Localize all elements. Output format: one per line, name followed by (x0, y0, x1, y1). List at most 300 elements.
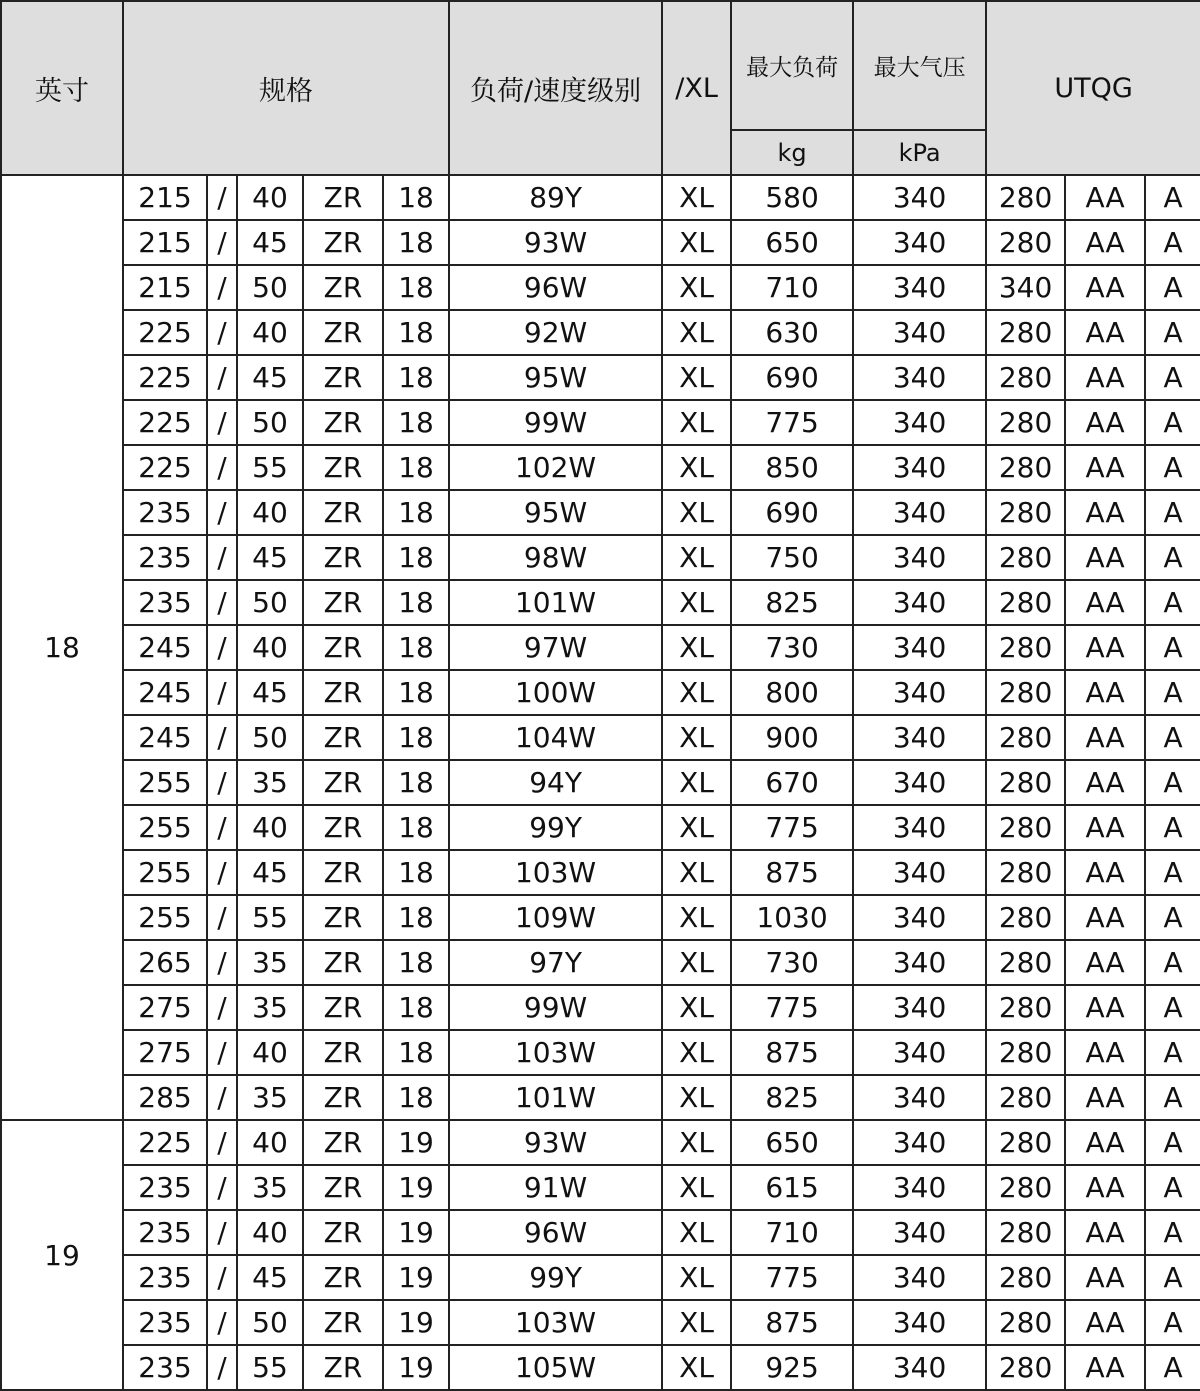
cell-rim: 18 (383, 715, 449, 760)
cell-aspect: 40 (237, 1120, 303, 1165)
cell-xl: XL (662, 850, 731, 895)
cell-width: 235 (123, 580, 207, 625)
cell-type: ZR (303, 1120, 383, 1165)
cell-xl: XL (662, 760, 731, 805)
cell-utqg-treadwear: 280 (986, 490, 1065, 535)
cell-max-pressure: 340 (853, 445, 986, 490)
header-inch: 英寸 (1, 1, 123, 175)
cell-separator: / (207, 175, 237, 220)
cell-aspect: 40 (237, 490, 303, 535)
cell-aspect: 40 (237, 310, 303, 355)
cell-utqg-temperature: A (1145, 895, 1200, 940)
cell-max-load: 850 (731, 445, 853, 490)
cell-width: 225 (123, 355, 207, 400)
table-row (1, 1120, 1200, 1165)
cell-rim: 18 (383, 895, 449, 940)
cell-load-speed: 95W (449, 355, 662, 400)
cell-load-speed: 97W (449, 625, 662, 670)
cell-utqg-traction: AA (1065, 445, 1145, 490)
cell-aspect: 45 (237, 535, 303, 580)
cell-xl: XL (662, 895, 731, 940)
cell-max-pressure: 340 (853, 175, 986, 220)
cell-separator: / (207, 1075, 237, 1120)
header-max-load: 最大负荷 (731, 1, 853, 130)
table-row (1, 1165, 1200, 1210)
cell-max-pressure: 340 (853, 625, 986, 670)
cell-utqg-treadwear: 280 (986, 625, 1065, 670)
cell-aspect: 40 (237, 175, 303, 220)
cell-max-load: 690 (731, 490, 853, 535)
cell-separator: / (207, 1165, 237, 1210)
cell-type: ZR (303, 670, 383, 715)
cell-utqg-treadwear: 280 (986, 1345, 1065, 1390)
cell-xl: XL (662, 625, 731, 670)
cell-rim: 18 (383, 985, 449, 1030)
cell-utqg-treadwear: 280 (986, 445, 1065, 490)
header-max-pressure-unit: kPa (853, 130, 986, 175)
table-row (1, 985, 1200, 1030)
cell-xl: XL (662, 805, 731, 850)
header-max-pressure: 最大气压 (853, 1, 986, 130)
cell-utqg-temperature: A (1145, 220, 1200, 265)
cell-max-pressure: 340 (853, 220, 986, 265)
cell-max-load: 925 (731, 1345, 853, 1390)
cell-separator: / (207, 310, 237, 355)
cell-max-pressure: 340 (853, 535, 986, 580)
cell-utqg-temperature: A (1145, 850, 1200, 895)
cell-rim: 18 (383, 355, 449, 400)
cell-max-pressure: 340 (853, 265, 986, 310)
cell-load-speed: 102W (449, 445, 662, 490)
cell-utqg-traction: AA (1065, 670, 1145, 715)
cell-type: ZR (303, 1345, 383, 1390)
table-row (1, 760, 1200, 805)
cell-utqg-traction: AA (1065, 1255, 1145, 1300)
cell-separator: / (207, 1255, 237, 1300)
cell-utqg-treadwear: 280 (986, 985, 1065, 1030)
cell-load-speed: 105W (449, 1345, 662, 1390)
cell-separator: / (207, 490, 237, 535)
cell-load-speed: 100W (449, 670, 662, 715)
cell-utqg-treadwear: 280 (986, 535, 1065, 580)
cell-max-pressure: 340 (853, 1255, 986, 1300)
cell-separator: / (207, 850, 237, 895)
cell-width: 245 (123, 670, 207, 715)
cell-rim: 18 (383, 400, 449, 445)
cell-utqg-temperature: A (1145, 1300, 1200, 1345)
cell-utqg-traction: AA (1065, 310, 1145, 355)
cell-width: 225 (123, 310, 207, 355)
cell-separator: / (207, 1345, 237, 1390)
table-row (1, 265, 1200, 310)
table-row (1, 400, 1200, 445)
cell-max-load: 710 (731, 265, 853, 310)
cell-load-speed: 99W (449, 985, 662, 1030)
cell-xl: XL (662, 1210, 731, 1255)
table-row (1, 1300, 1200, 1345)
cell-width: 225 (123, 445, 207, 490)
cell-type: ZR (303, 715, 383, 760)
cell-rim: 19 (383, 1165, 449, 1210)
table-row (1, 805, 1200, 850)
cell-utqg-temperature: A (1145, 265, 1200, 310)
cell-aspect: 40 (237, 805, 303, 850)
cell-type: ZR (303, 265, 383, 310)
cell-width: 235 (123, 1210, 207, 1255)
cell-rim: 18 (383, 850, 449, 895)
cell-load-speed: 96W (449, 1210, 662, 1255)
cell-max-load: 825 (731, 580, 853, 625)
table-row (1, 895, 1200, 940)
cell-utqg-traction: AA (1065, 1120, 1145, 1165)
cell-rim: 18 (383, 940, 449, 985)
cell-max-pressure: 340 (853, 850, 986, 895)
cell-separator: / (207, 400, 237, 445)
cell-max-load: 900 (731, 715, 853, 760)
cell-aspect: 55 (237, 1345, 303, 1390)
cell-width: 235 (123, 1345, 207, 1390)
cell-load-speed: 103W (449, 850, 662, 895)
cell-xl: XL (662, 490, 731, 535)
cell-aspect: 35 (237, 1075, 303, 1120)
cell-load-speed: 94Y (449, 760, 662, 805)
cell-load-speed: 91W (449, 1165, 662, 1210)
cell-separator: / (207, 355, 237, 400)
cell-width: 245 (123, 715, 207, 760)
cell-type: ZR (303, 760, 383, 805)
cell-width: 235 (123, 490, 207, 535)
cell-rim: 19 (383, 1210, 449, 1255)
cell-utqg-treadwear: 280 (986, 715, 1065, 760)
cell-max-load: 825 (731, 1075, 853, 1120)
cell-max-pressure: 340 (853, 1300, 986, 1345)
table-row (1, 310, 1200, 355)
cell-separator: / (207, 265, 237, 310)
cell-xl: XL (662, 355, 731, 400)
cell-utqg-traction: AA (1065, 850, 1145, 895)
cell-max-load: 775 (731, 1255, 853, 1300)
cell-max-load: 875 (731, 850, 853, 895)
cell-xl: XL (662, 1030, 731, 1075)
cell-utqg-treadwear: 280 (986, 1210, 1065, 1255)
cell-aspect: 35 (237, 985, 303, 1030)
table-row (1, 580, 1200, 625)
cell-load-speed: 101W (449, 1075, 662, 1120)
cell-aspect: 50 (237, 580, 303, 625)
cell-type: ZR (303, 535, 383, 580)
cell-separator: / (207, 985, 237, 1030)
cell-separator: / (207, 895, 237, 940)
cell-xl: XL (662, 175, 731, 220)
cell-utqg-treadwear: 280 (986, 760, 1065, 805)
header-load-speed: 负荷/速度级别 (449, 1, 662, 175)
cell-type: ZR (303, 490, 383, 535)
cell-max-pressure: 340 (853, 1165, 986, 1210)
cell-rim: 19 (383, 1255, 449, 1300)
table-row (1, 535, 1200, 580)
cell-utqg-traction: AA (1065, 490, 1145, 535)
cell-utqg-treadwear: 280 (986, 1165, 1065, 1210)
cell-utqg-temperature: A (1145, 535, 1200, 580)
cell-max-pressure: 340 (853, 805, 986, 850)
cell-separator: / (207, 805, 237, 850)
cell-width: 255 (123, 850, 207, 895)
cell-rim: 18 (383, 625, 449, 670)
cell-width: 255 (123, 760, 207, 805)
cell-utqg-treadwear: 280 (986, 1030, 1065, 1075)
cell-rim: 18 (383, 580, 449, 625)
cell-utqg-treadwear: 280 (986, 580, 1065, 625)
table-row (1, 1345, 1200, 1390)
cell-max-pressure: 340 (853, 580, 986, 625)
table-row (1, 490, 1200, 535)
cell-max-pressure: 340 (853, 940, 986, 985)
cell-utqg-temperature: A (1145, 1120, 1200, 1165)
cell-utqg-temperature: A (1145, 175, 1200, 220)
cell-utqg-traction: AA (1065, 265, 1145, 310)
cell-width: 245 (123, 625, 207, 670)
cell-utqg-traction: AA (1065, 220, 1145, 265)
cell-separator: / (207, 580, 237, 625)
cell-xl: XL (662, 715, 731, 760)
cell-utqg-treadwear: 280 (986, 1075, 1065, 1120)
header-xl: /XL (662, 1, 731, 175)
cell-max-load: 730 (731, 940, 853, 985)
table-row (1, 940, 1200, 985)
cell-max-pressure: 340 (853, 490, 986, 535)
table-row (1, 1210, 1200, 1255)
cell-rim: 18 (383, 670, 449, 715)
cell-aspect: 45 (237, 850, 303, 895)
cell-max-load: 690 (731, 355, 853, 400)
cell-type: ZR (303, 1255, 383, 1300)
cell-type: ZR (303, 310, 383, 355)
cell-utqg-temperature: A (1145, 760, 1200, 805)
cell-utqg-traction: AA (1065, 1300, 1145, 1345)
cell-xl: XL (662, 1165, 731, 1210)
cell-width: 235 (123, 1165, 207, 1210)
cell-max-load: 875 (731, 1300, 853, 1345)
cell-separator: / (207, 715, 237, 760)
cell-utqg-treadwear: 280 (986, 310, 1065, 355)
cell-utqg-traction: AA (1065, 535, 1145, 580)
cell-utqg-traction: AA (1065, 1165, 1145, 1210)
cell-separator: / (207, 940, 237, 985)
cell-rim: 18 (383, 805, 449, 850)
cell-load-speed: 99W (449, 400, 662, 445)
cell-max-pressure: 340 (853, 985, 986, 1030)
table-row (1, 625, 1200, 670)
table-row (1, 670, 1200, 715)
cell-type: ZR (303, 1300, 383, 1345)
table-row (1, 355, 1200, 400)
cell-separator: / (207, 445, 237, 490)
cell-load-speed: 98W (449, 535, 662, 580)
table-row (1, 1255, 1200, 1300)
cell-rim: 18 (383, 535, 449, 580)
cell-type: ZR (303, 1165, 383, 1210)
cell-width: 235 (123, 1255, 207, 1300)
cell-type: ZR (303, 580, 383, 625)
cell-aspect: 35 (237, 760, 303, 805)
cell-load-speed: 109W (449, 895, 662, 940)
cell-xl: XL (662, 535, 731, 580)
cell-aspect: 35 (237, 940, 303, 985)
cell-rim: 18 (383, 220, 449, 265)
cell-max-pressure: 340 (853, 400, 986, 445)
cell-aspect: 45 (237, 670, 303, 715)
cell-load-speed: 104W (449, 715, 662, 760)
cell-load-speed: 89Y (449, 175, 662, 220)
header-spec: 规格 (123, 1, 449, 175)
cell-utqg-temperature: A (1145, 985, 1200, 1030)
cell-max-pressure: 340 (853, 1210, 986, 1255)
cell-utqg-treadwear: 280 (986, 850, 1065, 895)
cell-utqg-traction: AA (1065, 1030, 1145, 1075)
header-max-load-unit: kg (731, 130, 853, 175)
cell-max-pressure: 340 (853, 715, 986, 760)
cell-type: ZR (303, 175, 383, 220)
table-body (1, 175, 1200, 1390)
header-utqg: UTQG (986, 1, 1200, 175)
cell-width: 235 (123, 1300, 207, 1345)
cell-xl: XL (662, 310, 731, 355)
cell-type: ZR (303, 940, 383, 985)
cell-aspect: 50 (237, 1300, 303, 1345)
cell-utqg-temperature: A (1145, 355, 1200, 400)
cell-utqg-traction: AA (1065, 760, 1145, 805)
table-row (1, 1030, 1200, 1075)
cell-xl: XL (662, 220, 731, 265)
cell-load-speed: 96W (449, 265, 662, 310)
cell-xl: XL (662, 1120, 731, 1165)
cell-aspect: 40 (237, 1210, 303, 1255)
cell-aspect: 50 (237, 715, 303, 760)
cell-utqg-treadwear: 280 (986, 175, 1065, 220)
cell-xl: XL (662, 1300, 731, 1345)
cell-width: 265 (123, 940, 207, 985)
cell-type: ZR (303, 805, 383, 850)
cell-rim: 18 (383, 265, 449, 310)
cell-separator: / (207, 625, 237, 670)
table-row (1, 1075, 1200, 1120)
cell-type: ZR (303, 445, 383, 490)
cell-utqg-traction: AA (1065, 1075, 1145, 1120)
cell-utqg-traction: AA (1065, 175, 1145, 220)
cell-type: ZR (303, 1075, 383, 1120)
cell-width: 255 (123, 805, 207, 850)
cell-max-pressure: 340 (853, 670, 986, 715)
cell-rim: 18 (383, 760, 449, 805)
cell-utqg-temperature: A (1145, 1165, 1200, 1210)
cell-max-load: 650 (731, 1120, 853, 1165)
cell-separator: / (207, 1120, 237, 1165)
cell-max-pressure: 340 (853, 310, 986, 355)
cell-rim: 19 (383, 1345, 449, 1390)
cell-max-load: 775 (731, 805, 853, 850)
cell-max-load: 730 (731, 625, 853, 670)
cell-utqg-treadwear: 280 (986, 1120, 1065, 1165)
cell-load-speed: 101W (449, 580, 662, 625)
cell-xl: XL (662, 1345, 731, 1390)
cell-separator: / (207, 1030, 237, 1075)
cell-load-speed: 95W (449, 490, 662, 535)
cell-max-pressure: 340 (853, 1030, 986, 1075)
cell-aspect: 55 (237, 445, 303, 490)
cell-width: 215 (123, 265, 207, 310)
table-row (1, 850, 1200, 895)
cell-type: ZR (303, 1030, 383, 1075)
cell-utqg-traction: AA (1065, 940, 1145, 985)
cell-utqg-temperature: A (1145, 1075, 1200, 1120)
cell-utqg-temperature: A (1145, 940, 1200, 985)
cell-utqg-temperature: A (1145, 1210, 1200, 1255)
table-row (1, 445, 1200, 490)
cell-rim: 19 (383, 1300, 449, 1345)
cell-utqg-temperature: A (1145, 490, 1200, 535)
cell-separator: / (207, 220, 237, 265)
cell-load-speed: 103W (449, 1300, 662, 1345)
cell-type: ZR (303, 625, 383, 670)
cell-xl: XL (662, 445, 731, 490)
cell-utqg-traction: AA (1065, 625, 1145, 670)
cell-xl: XL (662, 940, 731, 985)
table-row (1, 175, 1200, 220)
cell-utqg-temperature: A (1145, 445, 1200, 490)
cell-separator: / (207, 1210, 237, 1255)
cell-width: 275 (123, 1030, 207, 1075)
cell-max-load: 650 (731, 220, 853, 265)
cell-width: 235 (123, 535, 207, 580)
cell-utqg-traction: AA (1065, 355, 1145, 400)
table-row (1, 220, 1200, 265)
cell-utqg-treadwear: 280 (986, 805, 1065, 850)
cell-max-load: 1030 (731, 895, 853, 940)
cell-utqg-treadwear: 280 (986, 940, 1065, 985)
inch-group-cell: 18 (1, 175, 123, 1120)
cell-type: ZR (303, 985, 383, 1030)
cell-load-speed: 99Y (449, 1255, 662, 1300)
cell-max-load: 800 (731, 670, 853, 715)
cell-rim: 18 (383, 175, 449, 220)
cell-load-speed: 92W (449, 310, 662, 355)
cell-rim: 19 (383, 1120, 449, 1165)
cell-separator: / (207, 760, 237, 805)
cell-separator: / (207, 535, 237, 580)
cell-rim: 18 (383, 1075, 449, 1120)
cell-load-speed: 99Y (449, 805, 662, 850)
cell-load-speed: 97Y (449, 940, 662, 985)
cell-rim: 18 (383, 490, 449, 535)
table-row (1, 715, 1200, 760)
cell-utqg-temperature: A (1145, 1345, 1200, 1390)
cell-type: ZR (303, 400, 383, 445)
cell-utqg-temperature: A (1145, 670, 1200, 715)
cell-utqg-treadwear: 280 (986, 355, 1065, 400)
cell-utqg-traction: AA (1065, 805, 1145, 850)
cell-xl: XL (662, 400, 731, 445)
cell-max-pressure: 340 (853, 1120, 986, 1165)
cell-utqg-traction: AA (1065, 580, 1145, 625)
cell-type: ZR (303, 355, 383, 400)
cell-utqg-traction: AA (1065, 1345, 1145, 1390)
cell-xl: XL (662, 265, 731, 310)
cell-utqg-temperature: A (1145, 310, 1200, 355)
cell-load-speed: 93W (449, 220, 662, 265)
cell-aspect: 40 (237, 1030, 303, 1075)
cell-utqg-treadwear: 280 (986, 670, 1065, 715)
cell-type: ZR (303, 1210, 383, 1255)
